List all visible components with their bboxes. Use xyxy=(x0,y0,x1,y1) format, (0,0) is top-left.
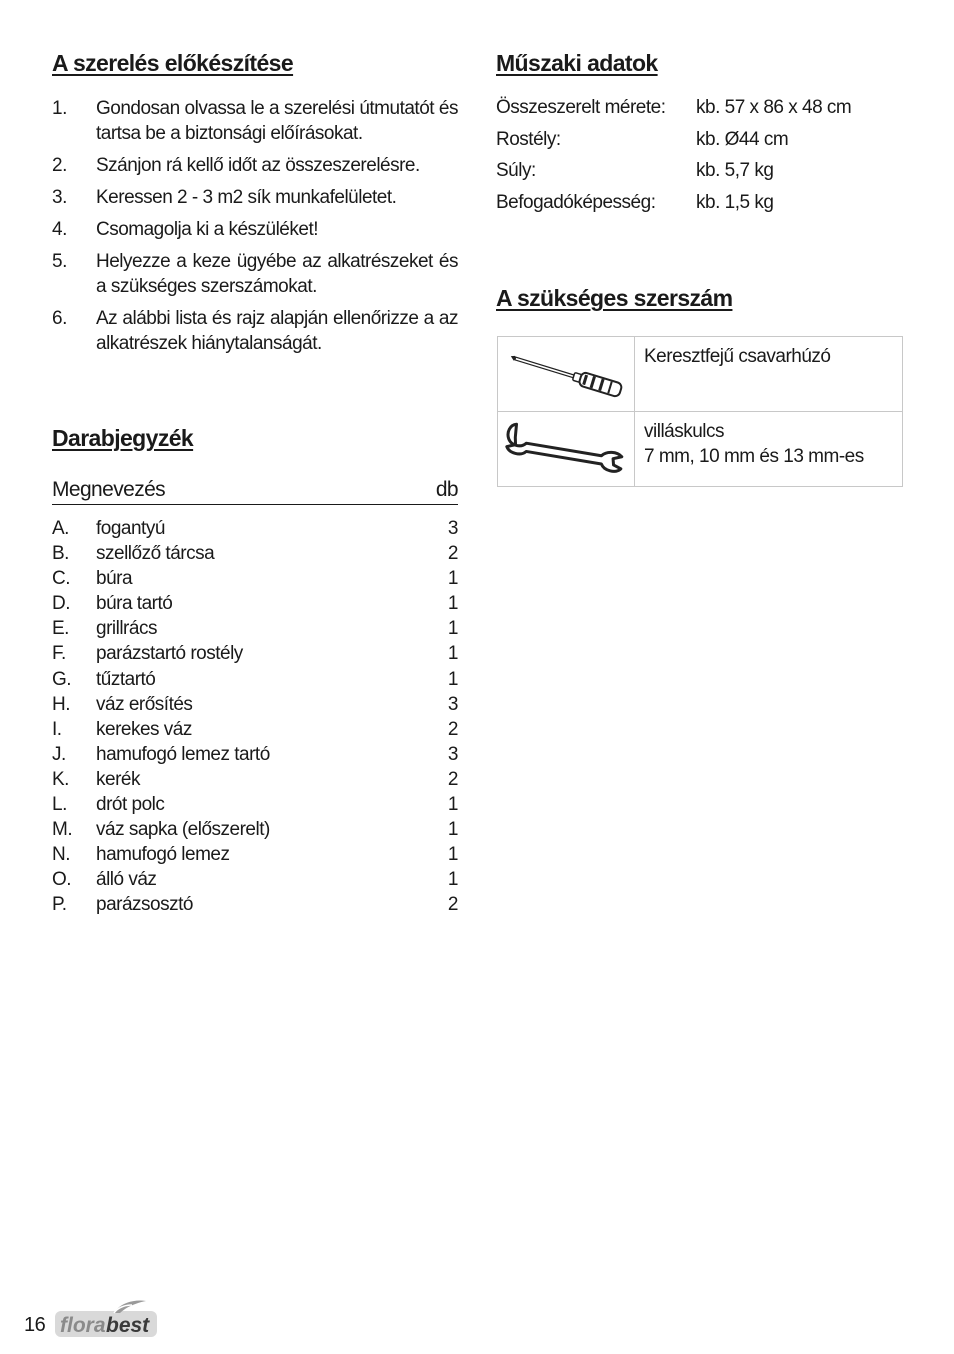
part-row xyxy=(52,742,458,767)
step-text: Szánjon rá kellő időt az összeszerelésre. xyxy=(96,155,420,176)
part-qty: 1 xyxy=(447,643,458,665)
part-qty: 3 xyxy=(447,518,458,539)
step-text: Keressen 2 - 3 m2 sík munkafelületet. xyxy=(96,187,397,208)
step-number: 4. xyxy=(52,219,67,240)
part-name: váz erősítés xyxy=(96,693,193,715)
part-qty: 1 xyxy=(447,819,458,841)
part-qty: 1 xyxy=(447,869,458,891)
part-letter: I. xyxy=(52,718,62,740)
tool-description xyxy=(635,412,873,486)
parts-col-qty: db xyxy=(435,478,458,501)
part-qty: 3 xyxy=(447,693,458,715)
part-qty: 2 xyxy=(447,543,458,565)
part-qty: 3 xyxy=(447,743,458,765)
spec-value: kb. Ø44 cm xyxy=(696,128,789,150)
spec-row xyxy=(496,190,902,222)
tool-image-cell xyxy=(498,337,635,411)
spec-label: Súly: xyxy=(496,160,536,182)
part-letter: H. xyxy=(52,693,70,715)
part-name: kerék xyxy=(96,768,140,790)
part-qty: 1 xyxy=(447,844,458,866)
tool-sizes: 7 mm, 10 mm és 13 mm-es xyxy=(644,446,864,467)
part-name: fogantyú xyxy=(96,518,165,539)
part-name: szellőző tárcsa xyxy=(96,543,215,565)
step-item xyxy=(52,306,458,356)
part-name: kerekes váz xyxy=(96,718,192,740)
part-letter: K. xyxy=(52,768,69,790)
part-name: parázsosztó xyxy=(96,894,193,916)
spec-label: Rostély: xyxy=(496,128,561,150)
part-row xyxy=(52,667,458,692)
part-name: váz sapka (előszerelt) xyxy=(96,819,270,841)
part-qty: 1 xyxy=(447,668,458,690)
spec-label: Befogadóképesség: xyxy=(496,191,656,213)
part-letter: E. xyxy=(52,618,69,640)
part-letter: D. xyxy=(52,593,70,615)
specs-heading: Műszaki adatok xyxy=(496,50,658,76)
part-qty: 2 xyxy=(447,718,458,740)
part-qty: 1 xyxy=(447,568,458,590)
part-row xyxy=(52,817,458,842)
part-row xyxy=(52,541,458,566)
step-item xyxy=(52,185,458,210)
part-name: drót polc xyxy=(96,794,165,816)
part-row xyxy=(52,591,458,616)
parts-list xyxy=(52,516,458,918)
logo-text-best: best xyxy=(106,1314,150,1337)
part-letter: J. xyxy=(52,743,66,765)
part-letter: M. xyxy=(52,819,73,841)
part-letter: A. xyxy=(52,518,69,539)
part-row xyxy=(52,767,458,792)
part-letter: N. xyxy=(52,844,70,866)
step-number: 1. xyxy=(52,98,67,119)
step-text: Az alábbi lista és rajz alapján ellenőrizze a az alkatrészek hiánytalanságát. xyxy=(96,308,458,354)
step-number: 3. xyxy=(52,187,67,208)
step-text: Gondosan olvassa le a szerelési útmutatót és tartsa be a biztonsági előírásokat. xyxy=(96,98,458,144)
part-letter: C. xyxy=(52,568,70,590)
part-letter: L. xyxy=(52,794,67,816)
tools-table xyxy=(497,336,903,487)
part-qty: 2 xyxy=(447,894,458,916)
part-name: hamufogó lemez tartó xyxy=(96,743,270,765)
part-letter: P. xyxy=(52,894,67,916)
spec-row xyxy=(496,158,902,190)
part-qty: 1 xyxy=(447,618,458,640)
spec-value: kb. 1,5 kg xyxy=(696,191,774,213)
spec-value: kb. 5,7 kg xyxy=(696,160,774,182)
part-row xyxy=(52,566,458,591)
part-row xyxy=(52,842,458,867)
part-name: álló váz xyxy=(96,869,157,891)
part-name: grillrács xyxy=(96,618,157,640)
part-letter: F. xyxy=(52,643,66,665)
wrench-icon xyxy=(502,419,630,479)
step-text: Helyezze a keze ügyébe az alkatrészeket és a szükséges szerszámokat. xyxy=(96,251,458,297)
step-number: 5. xyxy=(52,251,67,272)
assembly-steps-list xyxy=(52,96,458,363)
part-name: búra tartó xyxy=(96,593,173,615)
part-row xyxy=(52,867,458,892)
part-letter: B. xyxy=(52,543,69,565)
part-row xyxy=(52,692,458,717)
step-item xyxy=(52,249,458,299)
parts-col-name: Megnevezés xyxy=(52,478,166,501)
parts-heading: Darabjegyzék xyxy=(52,425,194,451)
spec-row xyxy=(496,95,902,127)
spec-value: kb. 57 x 86 x 48 cm xyxy=(696,97,852,118)
step-text: Csomagolja ki a készüléket! xyxy=(96,219,318,240)
spec-row xyxy=(496,127,902,159)
tool-row xyxy=(498,411,902,486)
specs-table xyxy=(496,95,902,221)
part-row xyxy=(52,616,458,641)
step-item xyxy=(52,153,458,178)
spec-label: Összeszerelt mérete: xyxy=(496,97,666,118)
part-qty: 1 xyxy=(447,794,458,816)
step-item xyxy=(52,217,458,242)
assembly-heading: A szerelés előkészítése xyxy=(52,50,294,76)
part-row xyxy=(52,641,458,666)
part-qty: 2 xyxy=(447,768,458,790)
part-name: tűztartó xyxy=(96,668,156,690)
screwdriver-icon xyxy=(502,344,630,404)
logo-text-flora: flora xyxy=(60,1314,106,1337)
parts-table-header xyxy=(52,478,458,505)
part-name: hamufogó lemez xyxy=(96,844,230,866)
part-row xyxy=(52,892,458,917)
step-number: 6. xyxy=(52,308,67,329)
tool-row xyxy=(498,337,902,411)
part-letter: O. xyxy=(52,869,72,891)
part-letter: G. xyxy=(52,668,72,690)
part-name: búra xyxy=(96,568,133,590)
part-row xyxy=(52,717,458,742)
step-item xyxy=(52,96,458,146)
tool-name: villáskulcs xyxy=(644,421,725,442)
florabest-logo xyxy=(54,1299,160,1341)
page-number: 16 xyxy=(24,1314,46,1336)
part-name: parázstartó rostély xyxy=(96,643,243,665)
tool-name: Keresztfejű csavarhúzó xyxy=(644,346,831,367)
tool-description xyxy=(635,337,840,411)
part-qty: 1 xyxy=(447,593,458,615)
tools-heading: A szükséges szerszám xyxy=(496,285,733,311)
tool-image-cell xyxy=(498,412,635,486)
part-row xyxy=(52,516,458,541)
step-number: 2. xyxy=(52,155,67,176)
part-row xyxy=(52,792,458,817)
